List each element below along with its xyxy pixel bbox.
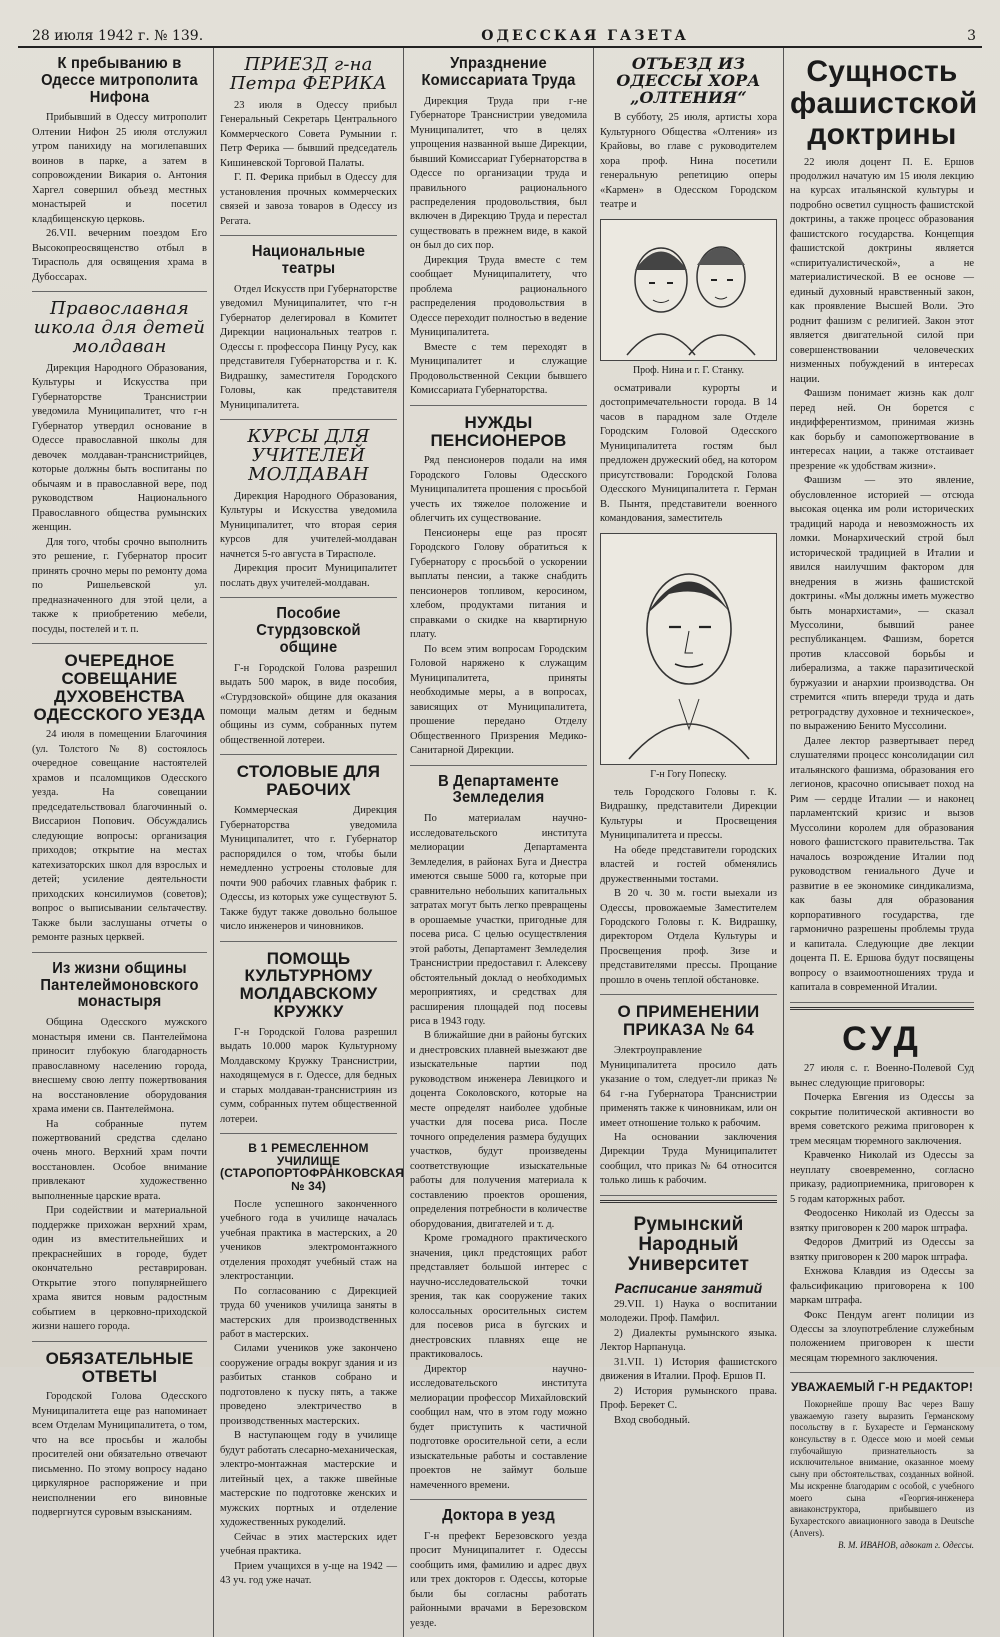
- article-paragraph: Дирекция Труда вместе с тем сообщает Муниципалитету, что проблема рационального распределения продовольствия в Одессе переходит полностью в ведение Муниципалитета.: [410, 254, 587, 339]
- photo-caption: Проф. Нина и г. Г. Станку.: [632, 364, 745, 376]
- article-paragraph: Ряд пенсионеров подали на имя Городского Головы Одесского Муниципалитета прошения с просьбой учесть их тяжелое положение и облегчить их существование.: [410, 455, 587, 525]
- article-paragraph: Дирекция Труда при г-не Губернаторе Транснистрии уведомила Муниципалитет, что в целях упрощения названной выше Дирекции, бывший Комиссариат Губернаторства в Одессе по организации труда и правильного рационального распределения продовольствия, был включен в Дирекцию Труда и перестал существовать в прежнем виде, в какой он был до сих пор.: [410, 95, 587, 252]
- article-title: К пребыванию в Одессе митрополита Нифона: [41, 55, 198, 106]
- article-paragraph: При содействии и материальной поддержке прихожан верхний храм, один из вместительнейших и прекраснейших в городе, будет окончательно реставрирован. Открытие этого популярнейшего храма явится новым радостным событием в церковно-приходской жизни нашего города.: [32, 1205, 207, 1333]
- article-paragraph: По согласованию с Дирекцией труда 60 учеников училища заняты в мастерских для производственных работ в мастерских.: [220, 1285, 397, 1340]
- article-paragraph: По всем этим вопросам Городским Головой наряжено к служащим Муниципалитета, приняты необходимые меры, а в вопросах, зависящих от Муниципалитета, прошение передано Отделу Общественного Призрения Медико-Санитарной Дирекции.: [410, 643, 587, 757]
- article-title: СУД: [842, 1019, 922, 1058]
- article-canteens: [220, 755, 397, 941]
- schedule-line: Вход свободный.: [614, 1414, 690, 1426]
- article-paragraph: Для того, чтобы срочно выполнить это решение, г. Губернатор просит принять срочно меры по ремонту дома по Ришельевской ул. предназначенного для этой цели, а также к приобретению мебели, посуды, постелей и т. п.: [32, 536, 207, 635]
- article-paragraph: Дирекция Народного Образования, Культуры и Искусства при Губернаторстве Транснистрии уведомила Муниципалитет, что г-н Губернатор утвердил основание в Одессе православной школы для девочек молдаван-транснистрийцев, которые должны быть воспитаны по обычаям и в православной вере, под руководством Национального Православного общества румынских женщин.: [32, 362, 207, 534]
- column-3: [404, 48, 594, 1637]
- article-paragraph: 27 июля с. г. Военно-Полевой Суд вынес следующие приговоры:: [790, 1063, 974, 1089]
- article-paragraph: В 20 ч. 30 м. гости выехали из Одессы, провожаемые Заместителем Городского Головы г. К. Видрашку, директором Отдела Культуры и Просвещения проф. Зизе и представителями прессы. Прощание прошло в очень теплой обстановке.: [600, 888, 777, 986]
- page-number: 3: [967, 28, 976, 44]
- article-title: Сущность фашистской доктрины: [790, 55, 978, 151]
- schedule-line: 31.VII. 1) История фашистского движения в Италии. Проф. Ершов П.: [600, 1356, 777, 1383]
- photo-popescu: [600, 533, 777, 765]
- article-title: Доктора в уезд: [442, 1506, 555, 1524]
- article-paragraph: На основании заключения Дирекции Труда Муниципалитет сообщил, что приказ № 64 относится только лишь к рабочим.: [600, 1132, 777, 1187]
- article-ferika: [220, 48, 397, 236]
- article-paragraph: Городской Голова Одесского Муниципалитета еще раз напоминает всем Отделам Муниципалитета, о том, что на все просьбы и жалобы просителей они обязательно отвечают письменно. По этому вопросу надано циркулярное распоряжение и при неисполнении его виновные подвергнутся суровым взысканиям.: [32, 1391, 207, 1519]
- article-title: НУЖДЫ ПЕНСИОНЕРОВ: [430, 412, 567, 450]
- article-paragraph: Коммерческая Дирекция Губернаторства уведомила Муниципалитет, что г. Губернатор распорядился о том, чтобы были немедленно устроены столовые для почти 900 рабочих главных фабрик г. Одессы, из которых уже существуют 5. Также будут также довольно большое число инженеров и чиновников.: [220, 805, 397, 933]
- article-paragraph: Дирекция Народного Образования, Культуры и Искусства уведомила Муниципалитет, что вторая серия курсов для учителей-молдаван начнется 5-го августа в Тирасполе.: [220, 490, 397, 560]
- article-paragraph: В ближайшие дни в районы бугских и днестровских плавней выезжают две изыскательные партии под руководством инженера Левицкого и доцента Соколовского, которые на месте определят наиболее удобные участки для посева риса. После точного определения размера будущих участков, будут произведены соответствующие изыскательные работы для получения материала к составлению проектов орошения, определения потребности в количестве оборудования, двигателей и т. д.: [410, 1030, 587, 1230]
- article-title: Национальные театры: [251, 243, 366, 277]
- article-paragraph: По материалам научно-исследовательского института мелиорации Департамента Земледелия, в районах Буга и Днестра имеются свыше 5000 га, которые при сравнительно небольших капитальных затратах могут быть легко превращены в орошаемые участки, пригодные для посева риса. С целью осуществления этой работы, Департамент Земледелия Транснистрии предоставил г. Алексеву обстоятельный доклад о необходимых мероприятиях, и средствах для расширения площадей под посевы риса в 1943 году.: [410, 813, 587, 1027]
- article-paragraph: осматривали курорты и достопримечательности города. В 14 часов в парадном зале Отделе Городским Головой Одесского Муниципалитета гостям был предложен дружеский обед, на котором присутствовали: Городской Голова Одесского Муниципалитета г. Герман В. Пынтя, представители военного командования, заместитель: [600, 382, 778, 525]
- article-title: Из жизни общины Пантелеймоновского монастыря: [40, 959, 199, 1011]
- article-title: ОБЯЗАТЕЛЬНЫЕ ОТВЕТЫ: [45, 1348, 194, 1386]
- article-paragraph: Г-н Городской Голова разрешил выдать 10.000 марок Культурному Молдавскому Кружку Транснистрии, находящемуся в г. Одессе, для бедных и старых молдаван-транснистриян из сумм, собранных путем общественной лотереи.: [220, 1026, 397, 1125]
- article-paragraph: Кроме громадного практического значения, цикл предстоящих работ представляет большой интерес с научно-исследовательской точки зрения, так как сооружение таких колоссальных оросительных систем для посевов риса в бугских и днестровских плавнях еще не практиковалось.: [410, 1233, 587, 1361]
- article-pensioners: [410, 406, 587, 766]
- schedule-line: 2) Диалекты румынского языка. Лектор Нарпануца.: [600, 1327, 777, 1354]
- article-paragraph: 22 июля доцент П. Е. Ершов продолжил начатую им 15 июля лекцию на курсах итальянской культуры и подробно осветил сущность фашистской доктрины, а также процесс образования фашистского государства. Концепция фашистской доктрины является «спиритуалистической», а не материалистической. В ее основе — единый духовный нравственный закон, как проявление Высшей Воли. Это роднит фашизм с религией. Закон этот является двигательной силой при совершенствовании человеческих низменных побуждений в интересах нации.: [790, 156, 974, 385]
- article-paragraph: Община Одесского мужского монастыря имени св. Пантелеймона приносит глубокую благодарность православному населению города, внесшему свою лепту пожертвования на восстановление оборудования храма имени св. Пантелеймона.: [32, 1017, 207, 1116]
- article-university: [600, 1207, 777, 1434]
- article-paragraph: Прибывший в Одессу митрополит Олтении Нифон 25 июля отслужил утром панихиду на могилепавших воинов в парке, а затем в сопровождении Викария о. Антония Харгел совершил объезд местных монастырей и посетил кладбищенскую церковь.: [32, 112, 207, 225]
- schedule-line: 29.VII. 1) Наука о воспитании молодежи. Проф. Памфил.: [600, 1298, 777, 1325]
- column-5: [784, 48, 980, 1637]
- article-vocational-school: [220, 1134, 405, 1594]
- verdict-item: Кравченко Николай из Одессы за неуплату своевременно, согласно приказу, радиоприемника, приговорен к 5 годам каторжных работ.: [790, 1150, 974, 1205]
- article-paragraph: На собранные путем пожертвований средства сделано очень много. Верхний храм почти восстановлен. Особое внимание привлекают художественно выполненные царские врата.: [32, 1118, 207, 1202]
- article-fascist-doctrine: [790, 48, 978, 1003]
- article-teacher-courses: [220, 420, 397, 598]
- article-paragraph: Покорнейше прошу Вас через Вашу уважаемую газету выразить Германскому посольству в г. Бухаресте и Германскому консульству в г. Одессе мою и моей семьи глубочайшую признательность за исключительное внимание, оказанное моему сыну при обстоятельствах, созданных войной. Мы искренне благодарим с особой, с учебного моего сына «Георгия-инженера авиаконструктора, прибывшего из Бухарестского авиационного завода в Deutsche (Anvers).: [790, 1399, 974, 1538]
- article-paragraph: Вместе с тем переходят в Муниципалитет и служащие Продовольственной Секции бывшего Комиссариата Губернаторства.: [410, 341, 587, 397]
- article-title: ПРИЕЗД г-на Петра ФЕРИКА: [229, 54, 388, 94]
- schedule-line: 2) История румынского права. Проф. Берекет С.: [600, 1385, 777, 1412]
- article-sturdza: [220, 598, 397, 755]
- article-title: СТОЛОВЫЕ ДЛЯ РАБОЧИХ: [236, 762, 381, 800]
- article-title: Православная школа для детей молдаван: [33, 298, 206, 357]
- article-labor-commissariat: [410, 48, 587, 406]
- article-paragraph: Г. П. Ферика прибыл в Одессу для установления прочных коммерческих связей и завоза товаров в Одессу из Регата.: [220, 172, 397, 227]
- article-paragraph: Дирекция просит Муниципалитет послать двух учителей-молдаван.: [220, 563, 397, 589]
- article-agriculture: [410, 766, 587, 1500]
- letter-signature: В. М. ИВАНОВ, адвокат г. Одессы.: [838, 1540, 974, 1551]
- article-title: В Департаменте Земледелия: [438, 772, 559, 807]
- article-paragraph: Г-н Городской Голова разрешил выдать 500 марок, в виде пособия, «Стурдзовской» общине для оказания помощи малым детям и бедным общины из сумм, собранных путем общественной лотереи.: [220, 662, 397, 746]
- photo-caption: Г-н Гогу Попеску.: [650, 768, 727, 780]
- article-paragraph: Фашизм — это явление, обусловленное историей — отсюда высокая оценка им роли исторических традиций народа и невозможность их ломки. Монархический строй был исторической традицией в Италии и явился наилучшим фактором для внедрения в жизнь фашистской доктрины. «Мы должны иметь мужество быть монархистами», — сказал Муссолини, бывший ранее республиканцем. Фашизм, борется против классовой борьбы и либерализма, а также паразитической буржуазии и анархии производства. Он стремится «пить впереди труда и дать ретроградству духовное и техническое», по выражению Бенито Муссолини.: [790, 475, 974, 733]
- article-title: Пособие Стурдзовской общине: [256, 605, 361, 656]
- photo-nina-stanku: [600, 219, 777, 361]
- column-1: [18, 48, 214, 1637]
- article-paragraph: 23 июля в Одессу прибыл Генеральный Секретарь Центрального Коммерческого Совета Румынии г. Петр Ферика — бывший председатель Кишиневской Торговой Палаты.: [220, 99, 397, 169]
- columns: [18, 48, 982, 1629]
- article-paragraph: Силами учеников уже закончено сооружение ограды вокруг здания и из разбитых станков собрано и подготовлено к пуску пять, а также проведено электричество в производственных мастерских.: [220, 1343, 397, 1427]
- article-order-64: [600, 995, 777, 1196]
- article-monastery: [32, 953, 207, 1342]
- article-title: КУРСЫ ДЛЯ УЧИТЕЛЕЙ МОЛДАВАН: [247, 426, 370, 485]
- masthead: [18, 28, 982, 48]
- verdict-item: Феодосенко Николай из Одессы за взятку приговорен к 200 марок штрафа.: [790, 1208, 974, 1234]
- issue-date: 28 июля 1942 г. № 139.: [32, 28, 204, 44]
- article-national-theatres: [220, 236, 397, 420]
- article-paragraph: Далее лектор развертывает перед слушателями процесс консолидации сил итальянского фашизма, образования его легионов, красочно описывает поход на Рим — сердце Италии — и наконец парламентский кризис и вызов Муссолини королем для образования нового фашистского правительства. Так началось возрождение Италии под руководством гениального Дуче и развитие в ее экономике синдикализма, как базы для образования корпоративного государства, где гармонично разрешены проблемы труда и капитала. Следующие две лекции доцента П. Е. Ершова будут посвящены вопросу о взаимоотношениях труда и капитала в современной Италии.: [790, 735, 974, 994]
- verdict-item: Ехнжова Клавдия из Одессы за фальсификацию приговорена к 100 маркам штрафа.: [790, 1266, 974, 1307]
- article-title: УВАЖАЕМЫЙ Г-Н РЕДАКТОР!: [790, 1380, 974, 1395]
- article-mandatory-answers: [32, 1342, 207, 1527]
- article-title: Упразднение Комиссариата Труда: [421, 55, 576, 89]
- article-letter-to-editor: [790, 1373, 974, 1557]
- article-court: [790, 1014, 974, 1374]
- article-paragraph: В наступающем году в училище будут работать слесарно-механическая, электро-монтажная мастерские и литейный цех, а также швейные мастерские по подготовке женских и мужских портных и отделение художественных рукоделий.: [220, 1430, 397, 1529]
- article-paragraph: Директор научно-исследовательского института мелиорации профессор Михайловский сообщил нам, что в этом году можно будет приступить к частичной подготовке оросительной сети, а если изыскательные работы и составление проектов не займут больше намеченного времени.: [410, 1363, 587, 1491]
- article-paragraph: тель Городского Головы г. К. Видрашку, представители Дирекции Культуры и Просвещения Муниципалитета и прессы.: [600, 786, 777, 842]
- article-paragraph: После успешного законченного учебного года в училище началась учебная практика в мастерских, а 20 учеников электромонтажного отделения проходят учебный стаж на электростанции.: [220, 1198, 397, 1283]
- divider: [600, 1200, 777, 1203]
- article-choir-departure: [600, 48, 777, 995]
- article-nifon: [32, 48, 207, 292]
- article-paragraph: Сейчас в этих мастерских идет учебная практика.: [220, 1531, 397, 1558]
- article-paragraph: На обеде представители городских властей и гостей обменялись дружественными тостами.: [600, 844, 777, 885]
- verdict-item: Фокс Пендум агент полиции из Одессы за злоупотребление служебным положением приговорен к шести месяцам тюремного заключения.: [790, 1309, 974, 1364]
- newspaper-title: ОДЕССКАЯ ГАЗЕТА: [481, 28, 689, 44]
- article-title: ОТЪЕЗД ИЗ ОДЕССЫ ХОРА „ОЛТЕНИЯ“: [616, 54, 761, 107]
- article-paragraph: 24 июля в помещении Благочиния (ул. Толстого № 8) состоялось очередное совещание настоятелей храмов и псаломщиков Одесского уезда. На совещании председательствовал благочинный о. Виссарион Попович. Обсуждались следующие вопросы: организация приходов; открытие на местах катехизаторских школ для взрослых и детей; усиление деятельности приходских консилиумов (советов); вопрос о выписывании сельтачеству. Также были заслушаны отчеты о ремонте разных церквей.: [32, 729, 207, 944]
- column-2: [214, 48, 404, 1637]
- verdict-item: Федоров Дмитрий из Одессы за взятку приговорен к 200 марок штрафа.: [790, 1237, 974, 1263]
- article-subtitle: Расписание занятий: [614, 1279, 763, 1296]
- portrait-illustration: [609, 225, 769, 355]
- verdict-item: Почерка Евгения из Одессы за сокрытие политической активности во время советского режима приговорен к трем месяцам тюремного заключения.: [790, 1092, 974, 1147]
- article-title: Румынский Народный Университет: [627, 1213, 750, 1275]
- article-paragraph: Электроуправление Муниципалитета просило дать указание о том, следует-ли приказ № 64 г-на Губернатора Транснистрии применять также к чиновникам, или он имеет отношение только к рабочим.: [600, 1045, 777, 1129]
- article-paragraph: Пенсионеры еще раз просят Городского Голову обратиться к Губернатору с просьбой о ускорении выплаты пенсии, а также снабдить пенсионеров топливом, керосином, хлебом, продуктами питания и справками о скидке на квартирную плату.: [410, 527, 587, 641]
- article-paragraph: 26.VII. вечерним поездом Его Высокопреосвященство отбыл в Тирасполь для освящения храма в Дубоссарах.: [32, 228, 207, 283]
- article-title: ПОМОЩЬ КУЛЬТУРНОМУ МОЛДАВСКОМУ КРУЖКУ: [239, 948, 378, 1022]
- article-title: ОЧЕРЕДНОЕ СОВЕЩАНИЕ ДУХОВЕНСТВА ОДЕССКОГО УЕЗДА: [33, 651, 206, 724]
- article-paragraph: Прием учащихся в у-ще на 1942 — 43 уч. год уже начат.: [220, 1560, 397, 1587]
- portrait-illustration: [609, 539, 769, 759]
- article-doctors: [410, 1500, 587, 1637]
- article-paragraph: Фашизм понимает жизнь как долг перед ней. Он борется с индифферентизмом, принимая жизнь как борьбу и самопожертвование в интересах нации, а также отстаивает презрение «к удобствам жизни».: [790, 388, 974, 472]
- article-title: О ПРИМЕНЕНИИ ПРИКАЗА № 64: [617, 1002, 760, 1040]
- article-paragraph: Г-н префект Березовского уезда просит Муниципалитет г. Одессы сообщить имя, фамилию и адрес двух или трех докторов г. Одессы, которые были бы согласны работать районными врачами в Березовском уезде.: [410, 1530, 587, 1629]
- article-paragraph: В субботу, 25 июля, артисты хора Культурного Общества «Олтения» из Крайовы, во главе с руководителем хора проф. Нина посетили генеральную репетицию оперы «Кармен» в Одесском Городском театре и: [600, 112, 777, 211]
- divider: [790, 1007, 974, 1010]
- article-title: В 1 РЕМЕСЛЕННОМ УЧИЛИЩЕ (СТАРОПОРТОФРАНКОВСКАЯ № 34): [220, 1141, 405, 1194]
- column-4: [594, 48, 784, 1637]
- article-moldavian-circle: [220, 942, 397, 1135]
- article-orthodox-school: [32, 292, 207, 644]
- article-clergy-meeting: [32, 644, 207, 953]
- article-paragraph: Отдел Искусств при Губернаторстве уведомил Муниципалитет, что г-н Губернатор делегировал в Комитет Дирекции национальных театров г. Одессы г. профессора Пинцу Русу, как представителя Губернаторства и г. К. Видрашку, заместителя Городского Головы, как представителя Муниципалитета.: [220, 283, 397, 411]
